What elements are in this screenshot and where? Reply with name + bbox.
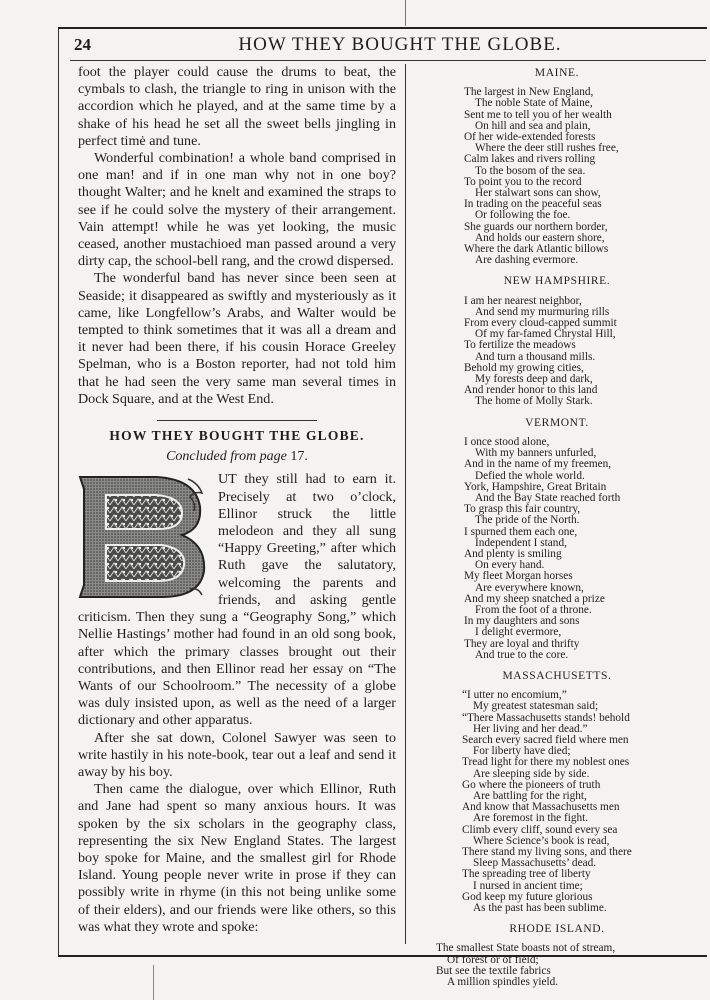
poem-line: But see the textile fabrics — [436, 964, 551, 977]
poem-line: Sleep Massachusetts’ dead. — [473, 857, 597, 870]
poem-line: A million spindles yield. — [447, 976, 559, 989]
article-title: HOW THEY BOUGHT THE GLOBE. — [109, 428, 365, 444]
poem-line: And the Bay State reached forth — [475, 491, 621, 504]
poem-line: In my daughters and sons — [464, 615, 580, 628]
article-paragraph: Then came the dialogue, over which Ellinor, Ruth and Jane had spent so many anxious hours. It was spoken by the six scholars in the geography class, representing the six New England States. The largest boy spoke for Maine, and the smallest girl for Rhode Island. Young people never write in prose if they can possibly write in rhyme (in this not being unlike some of their elders), and our friends were like others, so this was what they wrote and spoke: — [78, 781, 396, 935]
story-paragraph: foot the player could cause the drums to beat, the cymbals to clash, the triangle to ring in unison with the accordion which he played, and at the same time by a shake of his head he set all the sweet bells jingling in perfect timė and tune. — [78, 64, 396, 149]
ornamental-dropcap-b-icon — [78, 473, 210, 601]
poem-title: NEW HAMPSHIRE. — [503, 275, 611, 288]
poem-line: Of her wide-extended forests — [464, 131, 596, 144]
poem-line: And send my murmuring rills — [475, 305, 610, 318]
poem-line: She guards our northern border, — [464, 220, 608, 233]
poem-stanza — [412, 437, 702, 661]
page-scratch-mark — [405, 0, 406, 26]
header-rule — [70, 60, 706, 61]
poem-line: There stand my living sons, and there — [462, 846, 632, 858]
poem-title: MAINE. — [534, 67, 580, 79]
poem-title: RHODE ISLAND. — [509, 923, 605, 936]
poem-line: Are battling for the right, — [473, 789, 587, 802]
poem-line: And true to the core. — [475, 648, 569, 661]
poem-line: From the foot of a throne. — [475, 603, 592, 616]
poem-line: And holds our eastern shore, — [475, 231, 605, 244]
poem-line: I delight evermore, — [475, 626, 562, 639]
page-scratch-mark — [153, 965, 154, 1000]
poem-line: And in the name of my freemen, — [464, 458, 612, 471]
poem-line: To grasp this fair country, — [464, 503, 581, 516]
poem-line: And turn a thousand mills. — [475, 350, 596, 363]
poem-line: Tread light for there my noblest ones — [462, 756, 630, 769]
poem-line: Of my far-famed Chrystal Hill, — [475, 328, 616, 341]
poem-line: I nursed in ancient time; — [473, 879, 583, 892]
column-divider — [405, 64, 406, 944]
poem-line: Defied the whole world. — [475, 469, 585, 482]
poem-line: On hill and sea and plain, — [475, 119, 591, 132]
poem-title: MASSACHUSETTS. — [502, 669, 612, 682]
poem-line: With my banners unfurled, — [475, 447, 597, 460]
page-number: 24 — [74, 35, 91, 54]
poem-line: Her living and her dead.” — [473, 722, 588, 735]
poem-line: From every cloud-capped summit — [464, 317, 617, 330]
poem-line: “There Massachusetts stands! behold — [462, 711, 630, 724]
poem-line: My forests deep and dark, — [475, 373, 593, 386]
article-first-paragraph: UT they still had to earn it. Precisely at two o’clock, Ellinor struck the little melodeon and they all sung “Happy Greeting,” after which Ruth gave the salutatory, welcoming the parents and friends, and asking gentle criticism. Then they sung a “Geography Song,” which Nellie Hastings’ mother had found in an old song book, after which the primary classes brought out their contributions, and then Ellinor read her essay on “The Wants of our Schoolroom.” The necessity of a globe was duly insisted upon, as well as the need of a larger dictionary and other apparatus. — [78, 471, 396, 729]
poem-line: To fertilize the meadows — [464, 339, 576, 352]
poem-line: On every hand. — [475, 559, 545, 572]
poem-line: In trading on the peaceful seas — [464, 198, 602, 211]
poem-line: Or following the foe. — [475, 209, 571, 222]
poem-line: Where the deer still rushes free, — [475, 142, 619, 155]
poem-title: VERMONT. — [525, 416, 589, 429]
running-title: HOW THEY BOUGHT THE GLOBE. — [238, 34, 562, 55]
continued-note — [78, 448, 396, 465]
story-continuation — [78, 64, 396, 408]
poem-line: Are dashing evermore. — [475, 254, 579, 267]
poem-line: To point you to the record — [464, 175, 582, 188]
poem-line: And render honor to this land — [464, 384, 598, 397]
poem-line: My fleet Morgan horses — [464, 570, 573, 583]
poem-line: Go where the pioneers of truth — [462, 778, 601, 791]
poem-stanza — [412, 943, 702, 988]
poem-line: Where the dark Atlantic billows — [464, 243, 609, 256]
right-column-poems — [412, 68, 702, 998]
poem-line: The home of Molly Stark. — [475, 395, 593, 408]
poem-line: Calm lakes and rivers rolling — [464, 153, 596, 166]
poem-line: My greatest statesman said; — [473, 700, 599, 713]
poem-line: They are loyal and thrifty — [464, 637, 580, 650]
poem-line: I am her nearest neighbor, — [464, 294, 582, 307]
poem-line: Behold my growing cities, — [464, 361, 584, 374]
poem-line: As the past has been sublime. — [473, 902, 607, 915]
poem-line: And my sheep snatched a prize — [464, 592, 605, 605]
poem-line: The spreading tree of liberty — [462, 868, 591, 881]
poem-line: The smallest State boasts not of stream, — [436, 942, 616, 955]
poem-line: Independent I stand, — [475, 536, 567, 549]
continued-page: 17. — [290, 449, 308, 465]
story-paragraph: The wonderful band has never since been seen at Seaside; it disappeared as swiftly and mysteriously as it came, like Longfellow’s Arabs, and Walter would be tempted to think sometimes that it was all a dream and it never had been there, if his cousin Horace Greeley Spelman, who is a Boston reporter, had not told him that he had seen the very same man several times in Dock Square, and at the West End. — [78, 270, 396, 407]
poem-line: And know that Massachusetts men — [462, 801, 620, 814]
poem-line: Are foremost in the fight. — [473, 812, 589, 825]
poem-line: I spurned them each one, — [464, 525, 578, 538]
poem-line: The largest in New England, — [464, 86, 594, 99]
poem-line: Where Science’s book is read, — [473, 834, 610, 847]
poem-line: Are everywhere known, — [475, 581, 584, 594]
poem-stanza — [412, 690, 702, 914]
poem-stanza — [412, 87, 702, 266]
poem-line: And plenty is smiling — [464, 547, 562, 560]
poem-line: The noble State of Maine, — [475, 97, 593, 110]
story-paragraph: Wonderful combination! a whole band comprised in one man! and if in one man why not in one boy? thought Walter; and he knelt and examined the straps to see if he could solve the mystery of their arrangement. Vain attempt! while he was yet looking, the music ceased, another mustachioed man passed around a very dirty cap, the school-bell rang, and the crowd dispersed. — [78, 150, 396, 270]
poem-line: I once stood alone, — [464, 435, 550, 448]
section-rule — [157, 420, 317, 421]
poem-line: To the bosom of the sea. — [475, 164, 586, 177]
left-column — [78, 64, 396, 936]
poem-line: Climb every cliff, sound every sea — [462, 823, 618, 836]
poem-line: The pride of the North. — [475, 514, 580, 527]
poem-line: For liberty have died; — [473, 745, 571, 758]
page-header — [70, 32, 706, 62]
poem-line: Are sleeping side by side. — [473, 767, 590, 780]
poem-line: York, Hampshire, Great Britain — [464, 480, 607, 493]
article-paragraph: After she sat down, Colonel Sawyer was seen to write hastily in his note-book, tear out a leaf and send it away by his boy. — [78, 729, 396, 780]
continued-label: Concluded from page — [166, 449, 287, 465]
poem-line: Sent me to tell you of her wealth — [464, 108, 612, 121]
poem-line: “I utter no encomium,” — [462, 689, 567, 702]
poem-line: Her stalwart sons can show, — [475, 187, 601, 200]
article-body — [78, 471, 396, 935]
poem-line: Search every sacred field where men — [462, 733, 629, 746]
poem-stanza — [412, 296, 702, 408]
poem-line: Of forest or of field; — [447, 953, 539, 966]
poem-line: God keep my future glorious — [462, 890, 593, 903]
